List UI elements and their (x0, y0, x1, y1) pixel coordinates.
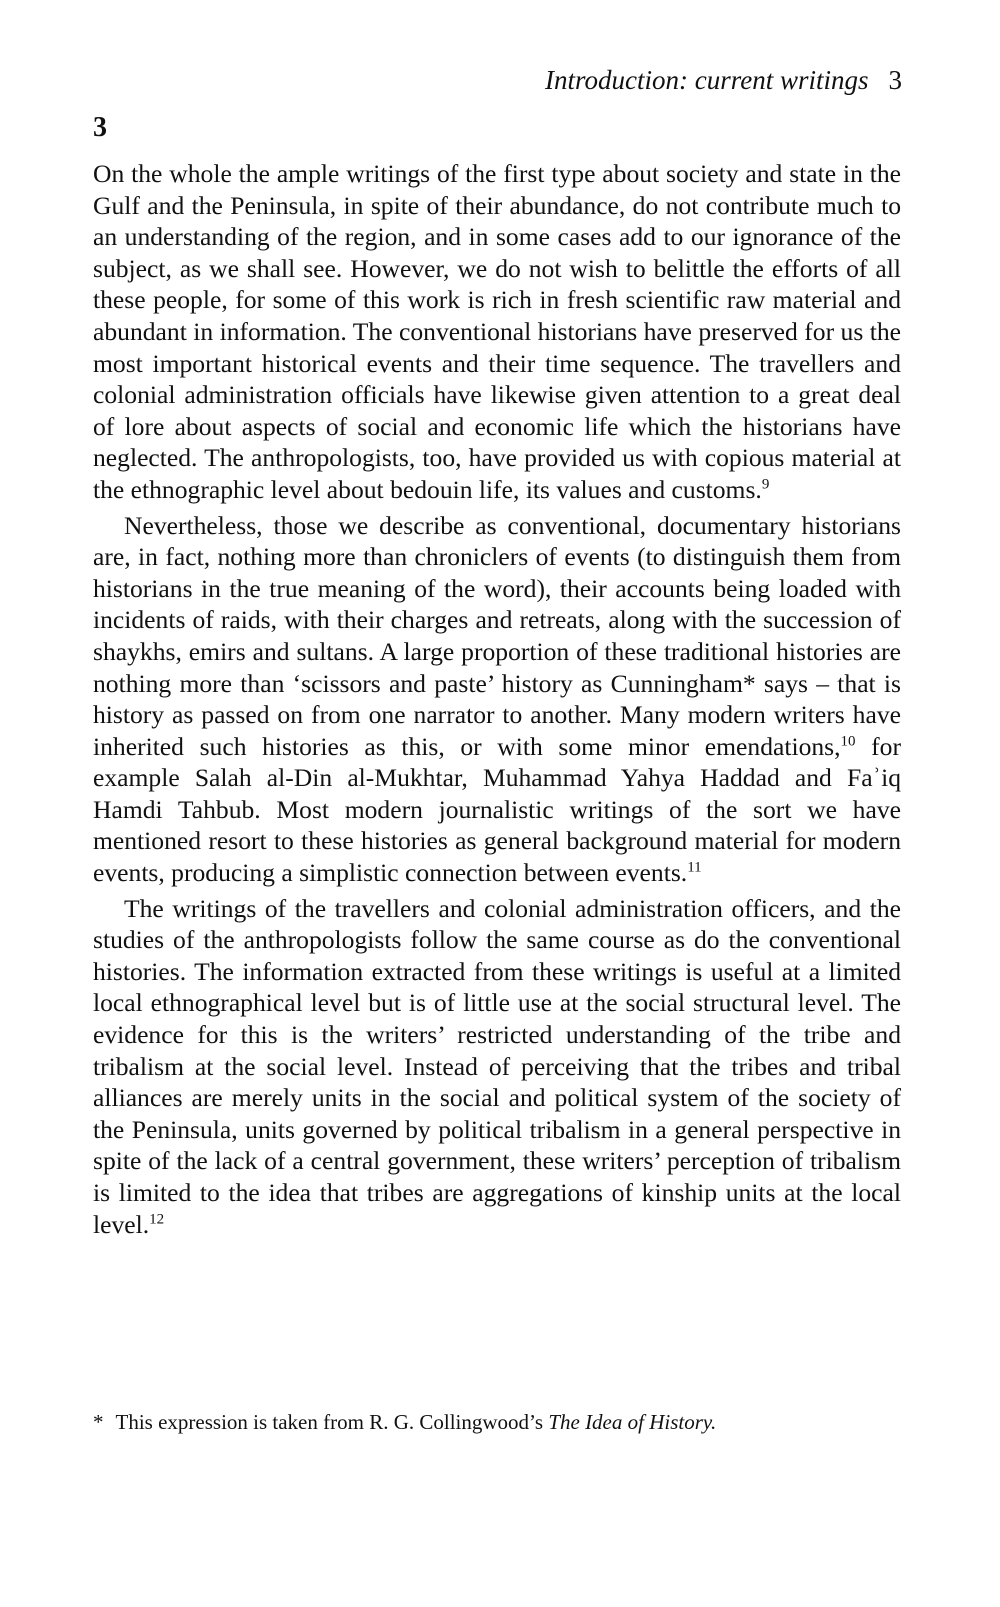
footnote-mark: * (93, 1410, 104, 1434)
footnote-text: This expression is taken from R. G. Collingwood’s (115, 1410, 549, 1434)
paragraph-1 (93, 158, 901, 506)
footnote (93, 1408, 901, 1436)
paragraph-1-text: On the whole the ample writings of the first type about society and state in the Gulf and the Peninsula, in spite of their abundance, do not contribute much to an understanding of the region, and in some cases add to our ignorance of the subject, as we shall see. However, we do not wish to belittle the efforts of all these people, for some of this work is rich in fresh scientific raw material and abundant in information. The conventional historians have preserved for us the most important historical events and their time sequence. The travellers and colonial administration officials have likewise given attention to a great deal of lore about aspects of social and economic life which the historians have neglected. The anthropologists, too, have provided us with copious material at the ethnographic level about bedouin life, its values and customs. (93, 159, 901, 504)
running-head (91, 62, 902, 98)
note-ref-11: 11 (687, 859, 702, 876)
note-ref-10: 10 (840, 733, 856, 750)
body-text (93, 158, 901, 1240)
paragraph-2-text-b: for example Salah al-Din al-Mukhtar, Muhammad Yahya Haddad and Faʾiq Hamdi Tahbub. Most modern journalistic writings of the sort we have mentioned resort to these histories as general background material for modern events, producing a simplistic connection between events. (93, 731, 901, 888)
note-ref-12: 12 (149, 1211, 165, 1228)
running-head-title: Introduction: current writings (545, 65, 869, 95)
paragraph-3 (93, 893, 901, 1241)
paragraph-2 (93, 510, 901, 889)
footnote-book-title: The Idea of History. (548, 1410, 717, 1434)
paragraph-2-text-a: Nevertheless, those we describe as conventional, documentary historians are, in fact, nothing more than chroniclers of events (to distinguish them from historians in the true meaning of the word), their accounts being loaded with incidents of raids, with their charges and retreats, along with the succession of shaykhs, emirs and sultans. A large proportion of these traditional histories are nothing more than ‘scissors and paste’ history as Cunningham* says – that is history as passed on from one narrator to another. Many modern writers have inherited such histories as this, or with some minor emendations, (93, 510, 901, 761)
page-number: 3 (888, 65, 902, 95)
paragraph-3-text: The writings of the travellers and colonial administration officers, and the studies of the anthropologists follow the same course as do the conventional histories. The information extracted from these writings is useful at a limited local ethnographical level but is of little use at the social structural level. The evidence for this is the writers’ restricted understanding of the tribe and tribalism at the social level. Instead of perceiving that the tribes and tribal alliances are merely units in the social and political system of the society of the Peninsula, units governed by political tribalism in a general perspective in spite of the lack of a central government, these writers’ perception of tribalism is limited to the idea that tribes are aggregations of kinship units at the local level. (93, 893, 901, 1239)
note-ref-9: 9 (761, 476, 770, 493)
section-number: 3 (93, 112, 107, 143)
